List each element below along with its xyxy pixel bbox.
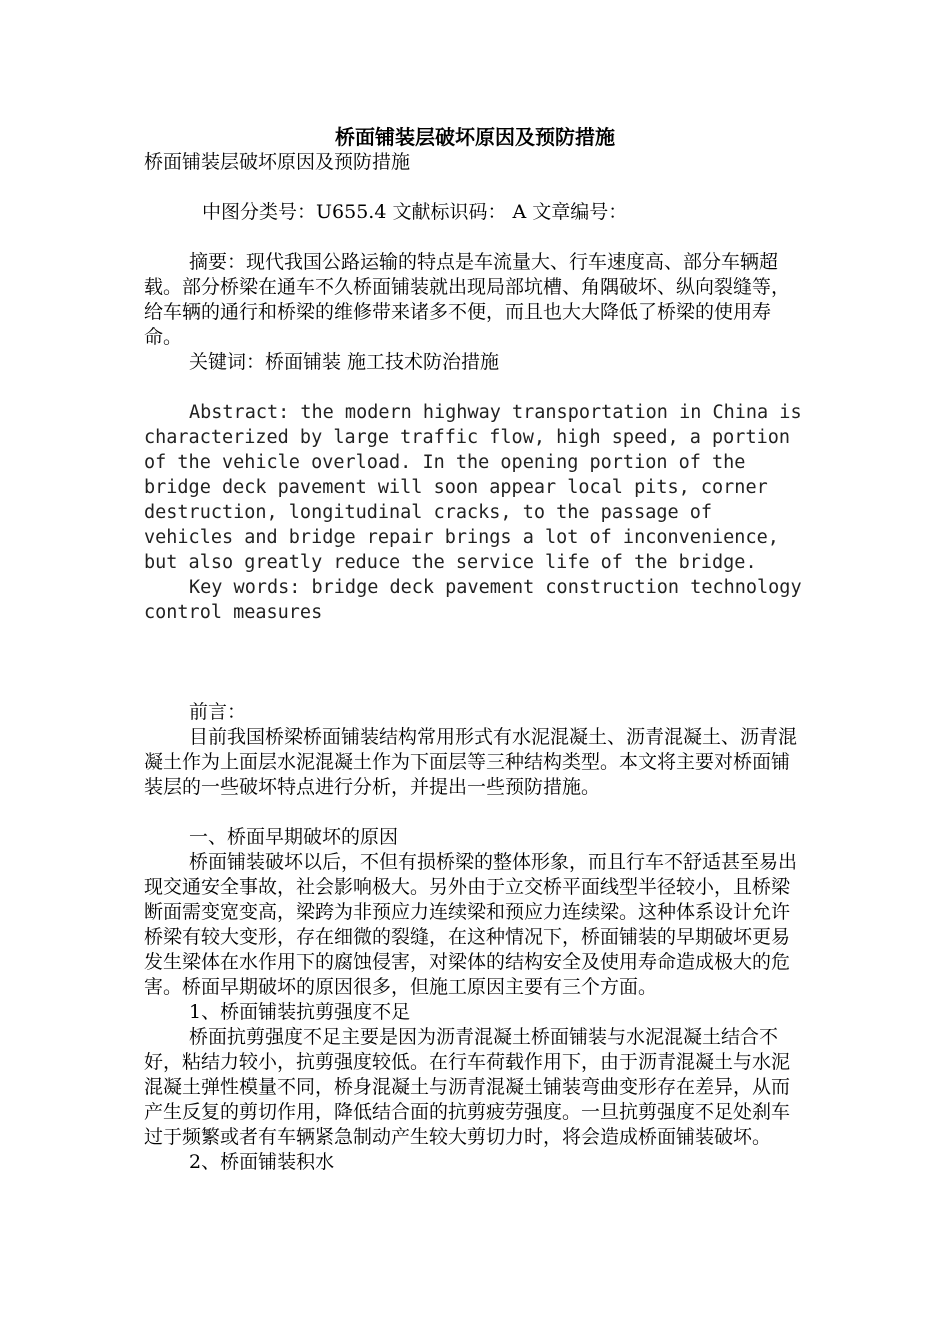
spacer <box>144 175 806 200</box>
preface-text: 目前我国桥梁桥面铺装结构常用形式有水泥混凝土、沥青混凝土、沥青混凝土作为上面层水泥混凝土作为下面层等三种结构类型。本文将主要对桥面铺装层的一些破坏特点进行分析，并提出一些预防措施。 <box>144 726 798 798</box>
subsection-2-heading: 2、桥面铺装积水 <box>189 1151 335 1173</box>
keywords-cn: 关键词：桥面铺装 施工技术防治措施 <box>189 351 500 373</box>
abstract-en: Abstract: the modern highway transportation in China is characterized by large traffic flow, high speed, a portion of the vehicle overload. In the opening portion of the bridge deck pavement will soon appear local pits, corner destruction, longitudinal cracks, to the passage of vehicles and bridge repair brings a lot of inconvenience, but also greatly reduce the service life of the bridge. <box>144 402 802 573</box>
preface-heading: 前言： <box>189 701 247 723</box>
subsection-1-heading: 1、桥面铺装抗剪强度不足 <box>189 1001 411 1023</box>
spacer <box>144 225 806 250</box>
spacer <box>144 375 806 400</box>
spacer <box>144 675 806 700</box>
document-body <box>144 150 806 1175</box>
document-subtitle: 桥面铺装层破坏原因及预防措施 <box>144 151 411 173</box>
classification-line: 中图分类号：U655.4 文献标识码： A 文章编号： <box>202 201 628 223</box>
subsection-1-text: 桥面抗剪强度不足主要是因为沥青混凝土桥面铺装与水泥混凝土结合不好，粘结力较小，抗剪强度较低。在行车荷载作用下，由于沥青混凝土与水泥混凝土弹性模量不同，桥身混凝土与沥青混凝土铺装弯曲变形存在差异，从而产生反复的剪切作用，降低结合面的抗剪疲劳强度。一旦抗剪强度不足处刹车过于频繁或者有车辆紧急制动产生较大剪切力时，将会造成桥面铺装破坏。 <box>144 1026 791 1148</box>
abstract-cn: 摘要：现代我国公路运输的特点是车流量大、行车速度高、部分车辆超载。部分桥梁在通车不久桥面铺装就出现局部坑槽、角隅破坏、纵向裂缝等，给车辆的通行和桥梁的维修带来诸多不便，而且也大大降低了桥梁的使用寿命。 <box>144 251 791 348</box>
section-1-heading: 一、桥面早期破坏的原因 <box>189 826 399 848</box>
spacer <box>144 800 806 825</box>
section-1-text: 桥面铺装破坏以后，不但有损桥梁的整体形象，而且行车不舒适甚至易出现交通安全事故，社会影响极大。另外由于立交桥平面线型半径较小，且桥梁断面需变宽变高，梁跨为非预应力连续梁和预应力连续梁。这种体系设计允许桥梁有较大变形，存在细微的裂缝，在这种情况下，桥面铺装的早期破坏更易发生梁体在水作用下的腐蚀侵害，对梁体的结构安全及使用寿命造成极大的危害。桥面早期破坏的原因很多，但施工原因主要有三个方面。 <box>144 851 798 998</box>
keywords-en: Key words: bridge deck pavement construction technology control measures <box>144 577 802 623</box>
spacer <box>144 625 806 675</box>
document-title: 桥面铺装层破坏原因及预防措施 <box>335 125 615 149</box>
